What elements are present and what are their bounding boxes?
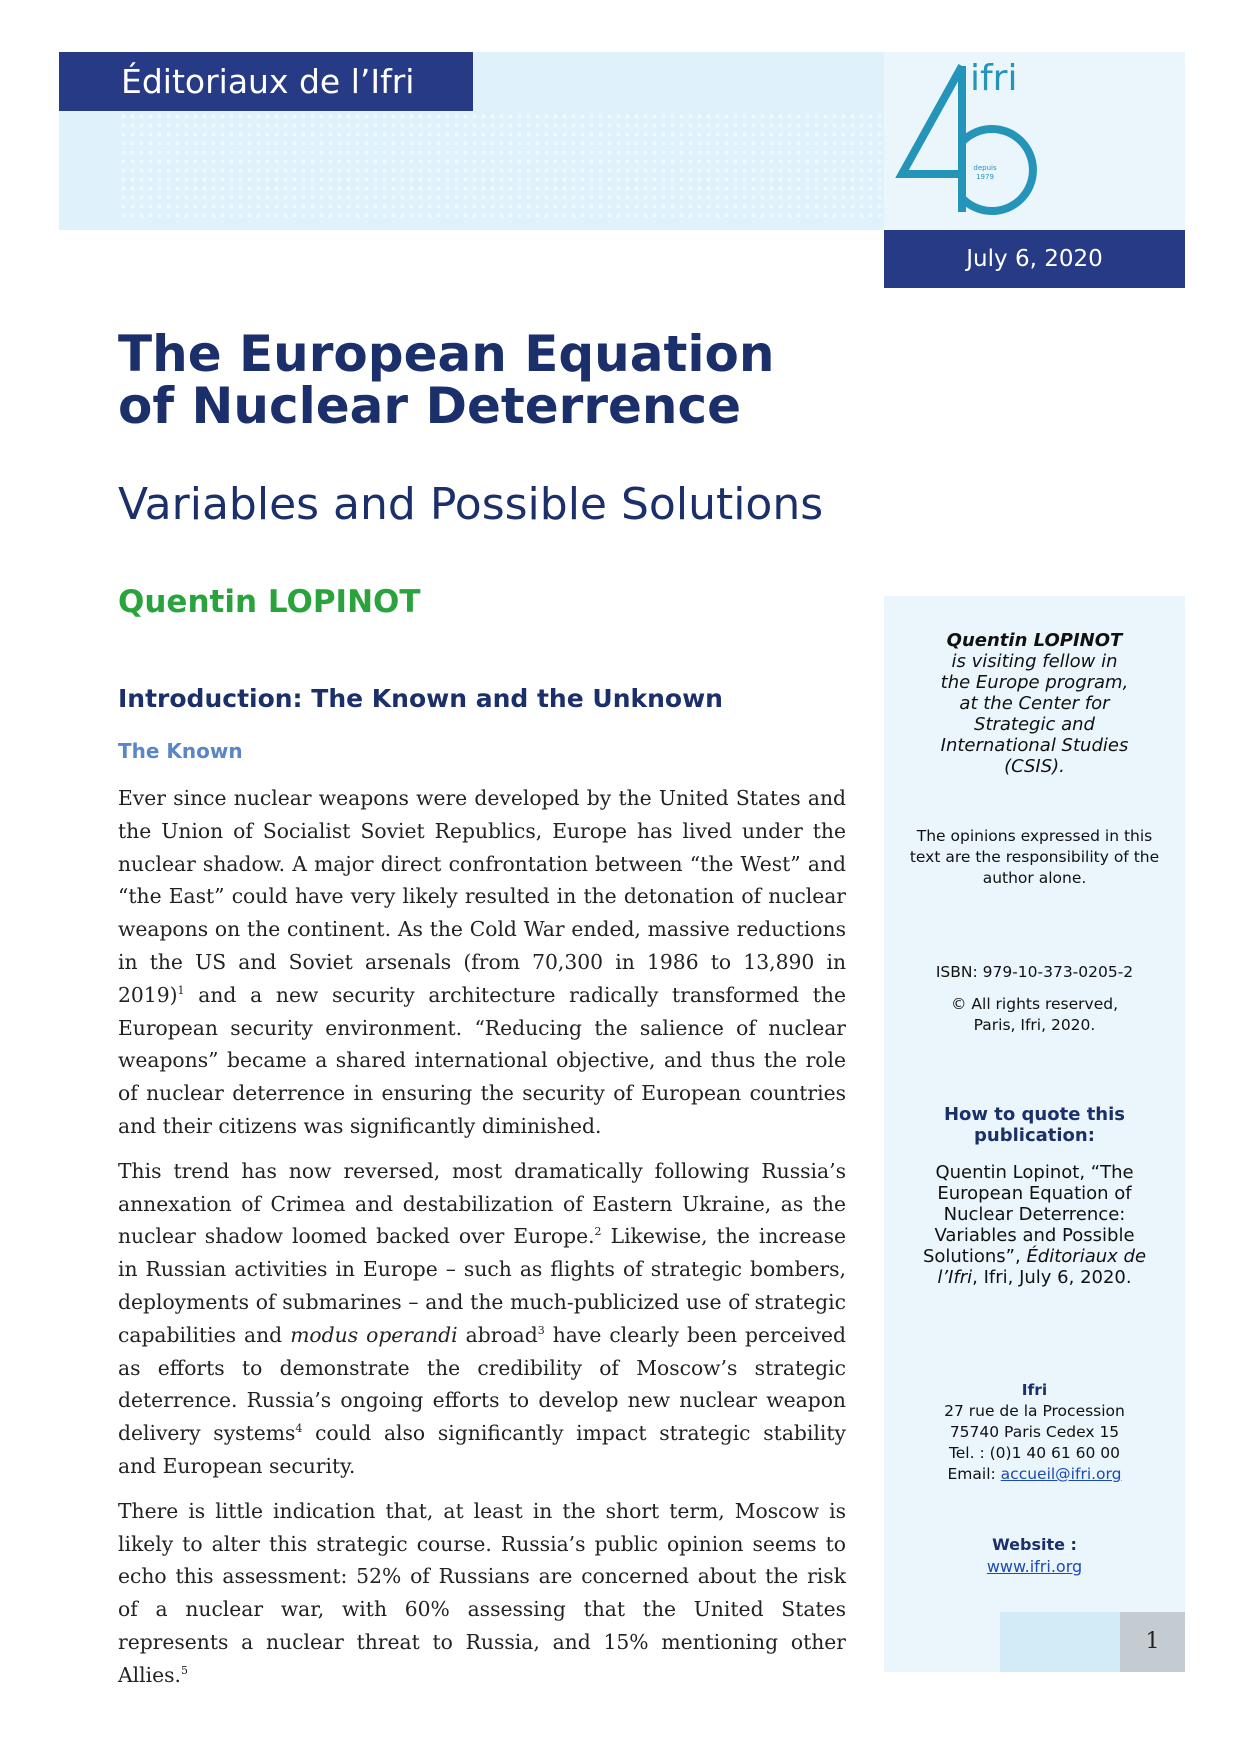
subsection-title: The Known xyxy=(118,739,243,763)
logo-since-year: 1979 xyxy=(976,173,994,181)
section-title: Introduction: The Known and the Unknown xyxy=(118,684,723,713)
sidebar-telephone: Tel. : (0)1 40 61 60 00 xyxy=(948,1444,1121,1462)
sidebar xyxy=(884,596,1185,1672)
paragraph-2-emphasis: modus operandi xyxy=(290,1322,458,1347)
paragraph-2-text-b: Likewise, the increase in Russian activities in Europe – such as flights of strategic bombers, deployments of submarines – and the much-publicized use of strategic capabilities and xyxy=(118,1224,846,1347)
paragraph-1-text-a: Ever since nuclear weapons were developed by the United States and the Union of Socialist Soviet Republics, Europe has lived under the nuclear shadow. A major direct confrontation between “the West” and “the East” could have very likely resulted in the detonation of nuclear weapons on the continent. As the Cold War ended, massive reductions in the US and Soviet arsenals (from 70,300 in 1986 to 13,890 in 2019) xyxy=(118,786,846,1007)
paragraph-1-text-b: and a new security architecture radically transformed the European security environment. “Reducing the salience of nuclear weapons” became a shared international objective, and thus the role of nuclear deterrence in ensuring the security of European countries and their citizens was significantly diminished. xyxy=(118,982,846,1138)
sidebar-website xyxy=(884,1556,1185,1577)
sidebar-isbn: ISBN: 979-10-373-0205-2 xyxy=(935,963,1134,981)
sidebar-rights-line1: © All rights reserved, xyxy=(950,995,1119,1013)
sidebar-email-label: Email: xyxy=(947,1465,1001,1483)
sidebar-author-bio xyxy=(884,630,1185,777)
sidebar-address-line1: 27 rue de la Procession xyxy=(944,1402,1125,1420)
footnote-ref-3[interactable]: 3 xyxy=(537,1323,545,1337)
ifri-logo xyxy=(884,52,1185,230)
article-body xyxy=(118,782,846,1704)
paragraph-1 xyxy=(118,782,846,1143)
footnote-ref-5[interactable]: 5 xyxy=(180,1663,188,1677)
logo-since-label: depuis xyxy=(973,164,997,172)
author-name: Quentin LOPINOT xyxy=(118,584,421,620)
footnote-ref-1[interactable]: 1 xyxy=(177,984,185,998)
sidebar-author-desc: is visiting fellow in the Europe program, at the Center for Strategic and International Studies (CSIS). xyxy=(940,651,1129,777)
paragraph-2-text-e: could also significantly impact strategic stability and European security. xyxy=(118,1421,846,1478)
publication-date: July 6, 2020 xyxy=(884,230,1185,288)
sidebar-email-row xyxy=(884,1464,1185,1485)
world-map-dots xyxy=(119,112,899,222)
sidebar-author-name: Quentin LOPINOT xyxy=(946,630,1123,651)
footnote-ref-4[interactable]: 4 xyxy=(295,1422,303,1436)
paragraph-2-text-c: abroad xyxy=(457,1322,538,1347)
ifri-45-logo-icon xyxy=(884,52,1185,230)
paragraph-3 xyxy=(118,1495,846,1692)
sidebar-email-link[interactable]: accueil@ifri.org xyxy=(1000,1465,1122,1483)
footnote-ref-2[interactable]: 2 xyxy=(594,1225,602,1239)
ifri-brand-text: ifri xyxy=(970,58,1018,99)
page-title: The European Equation of Nuclear Deterrence xyxy=(118,325,775,435)
sidebar-quote-heading: How to quote this publication: xyxy=(943,1104,1125,1146)
series-label: Éditoriaux de l’Ifri xyxy=(59,52,473,111)
paragraph-2-text-d: have clearly been perceived as efforts to demonstrate the credibility of Moscow’s strategic deterrence. Russia’s ongoing efforts to develop new nuclear weapon delivery systems xyxy=(118,1322,847,1446)
sidebar-website-link[interactable]: www.ifri.org xyxy=(986,1557,1083,1576)
sidebar-rights-line2: Paris, Ifri, 2020. xyxy=(973,1016,1096,1034)
sidebar-quote-emphasis: Éditoriaux de l’Ifri xyxy=(937,1246,1147,1288)
page-footer-band xyxy=(1000,1612,1120,1672)
sidebar-disclaimer: The opinions expressed in this text are the responsibility of the author alone. xyxy=(909,827,1160,887)
paragraph-3-text-a: There is little indication that, at least in the short term, Moscow is likely to alter this strategic course. Russia’s public opinion seems to echo this assessment: 52% of Russians are concerned about the risk of a nuclear war, with 60% assessing that the United States represents a nuclear threat to Russia, and 15% mentioning other Allies. xyxy=(118,1498,846,1687)
sidebar-contact xyxy=(884,1380,1185,1485)
sidebar-address-line2: 75740 Paris Cedex 15 xyxy=(949,1423,1120,1441)
sidebar-quote-citation xyxy=(904,1162,1165,1288)
sidebar-quote-text-b: , Ifri, July 6, 2020. xyxy=(972,1267,1132,1288)
page-number: 1 xyxy=(1120,1612,1185,1672)
sidebar-website-heading: Website : xyxy=(992,1535,1077,1554)
page-subtitle: Variables and Possible Solutions xyxy=(118,479,824,530)
sidebar-quote-text-a: Quentin Lopinot, “The European Equation of Nuclear Deterrence: Variables and Possible Solutions”, xyxy=(922,1162,1135,1267)
sidebar-rights xyxy=(884,994,1185,1036)
sidebar-org-name: Ifri xyxy=(1021,1381,1048,1399)
paragraph-2 xyxy=(118,1155,846,1483)
paragraph-2-text-a: This trend has now reversed, most dramatically following Russia’s annexation of Crimea and destabilization of Eastern Ukraine, as the nuclear shadow loomed backed over Europe. xyxy=(118,1158,846,1249)
